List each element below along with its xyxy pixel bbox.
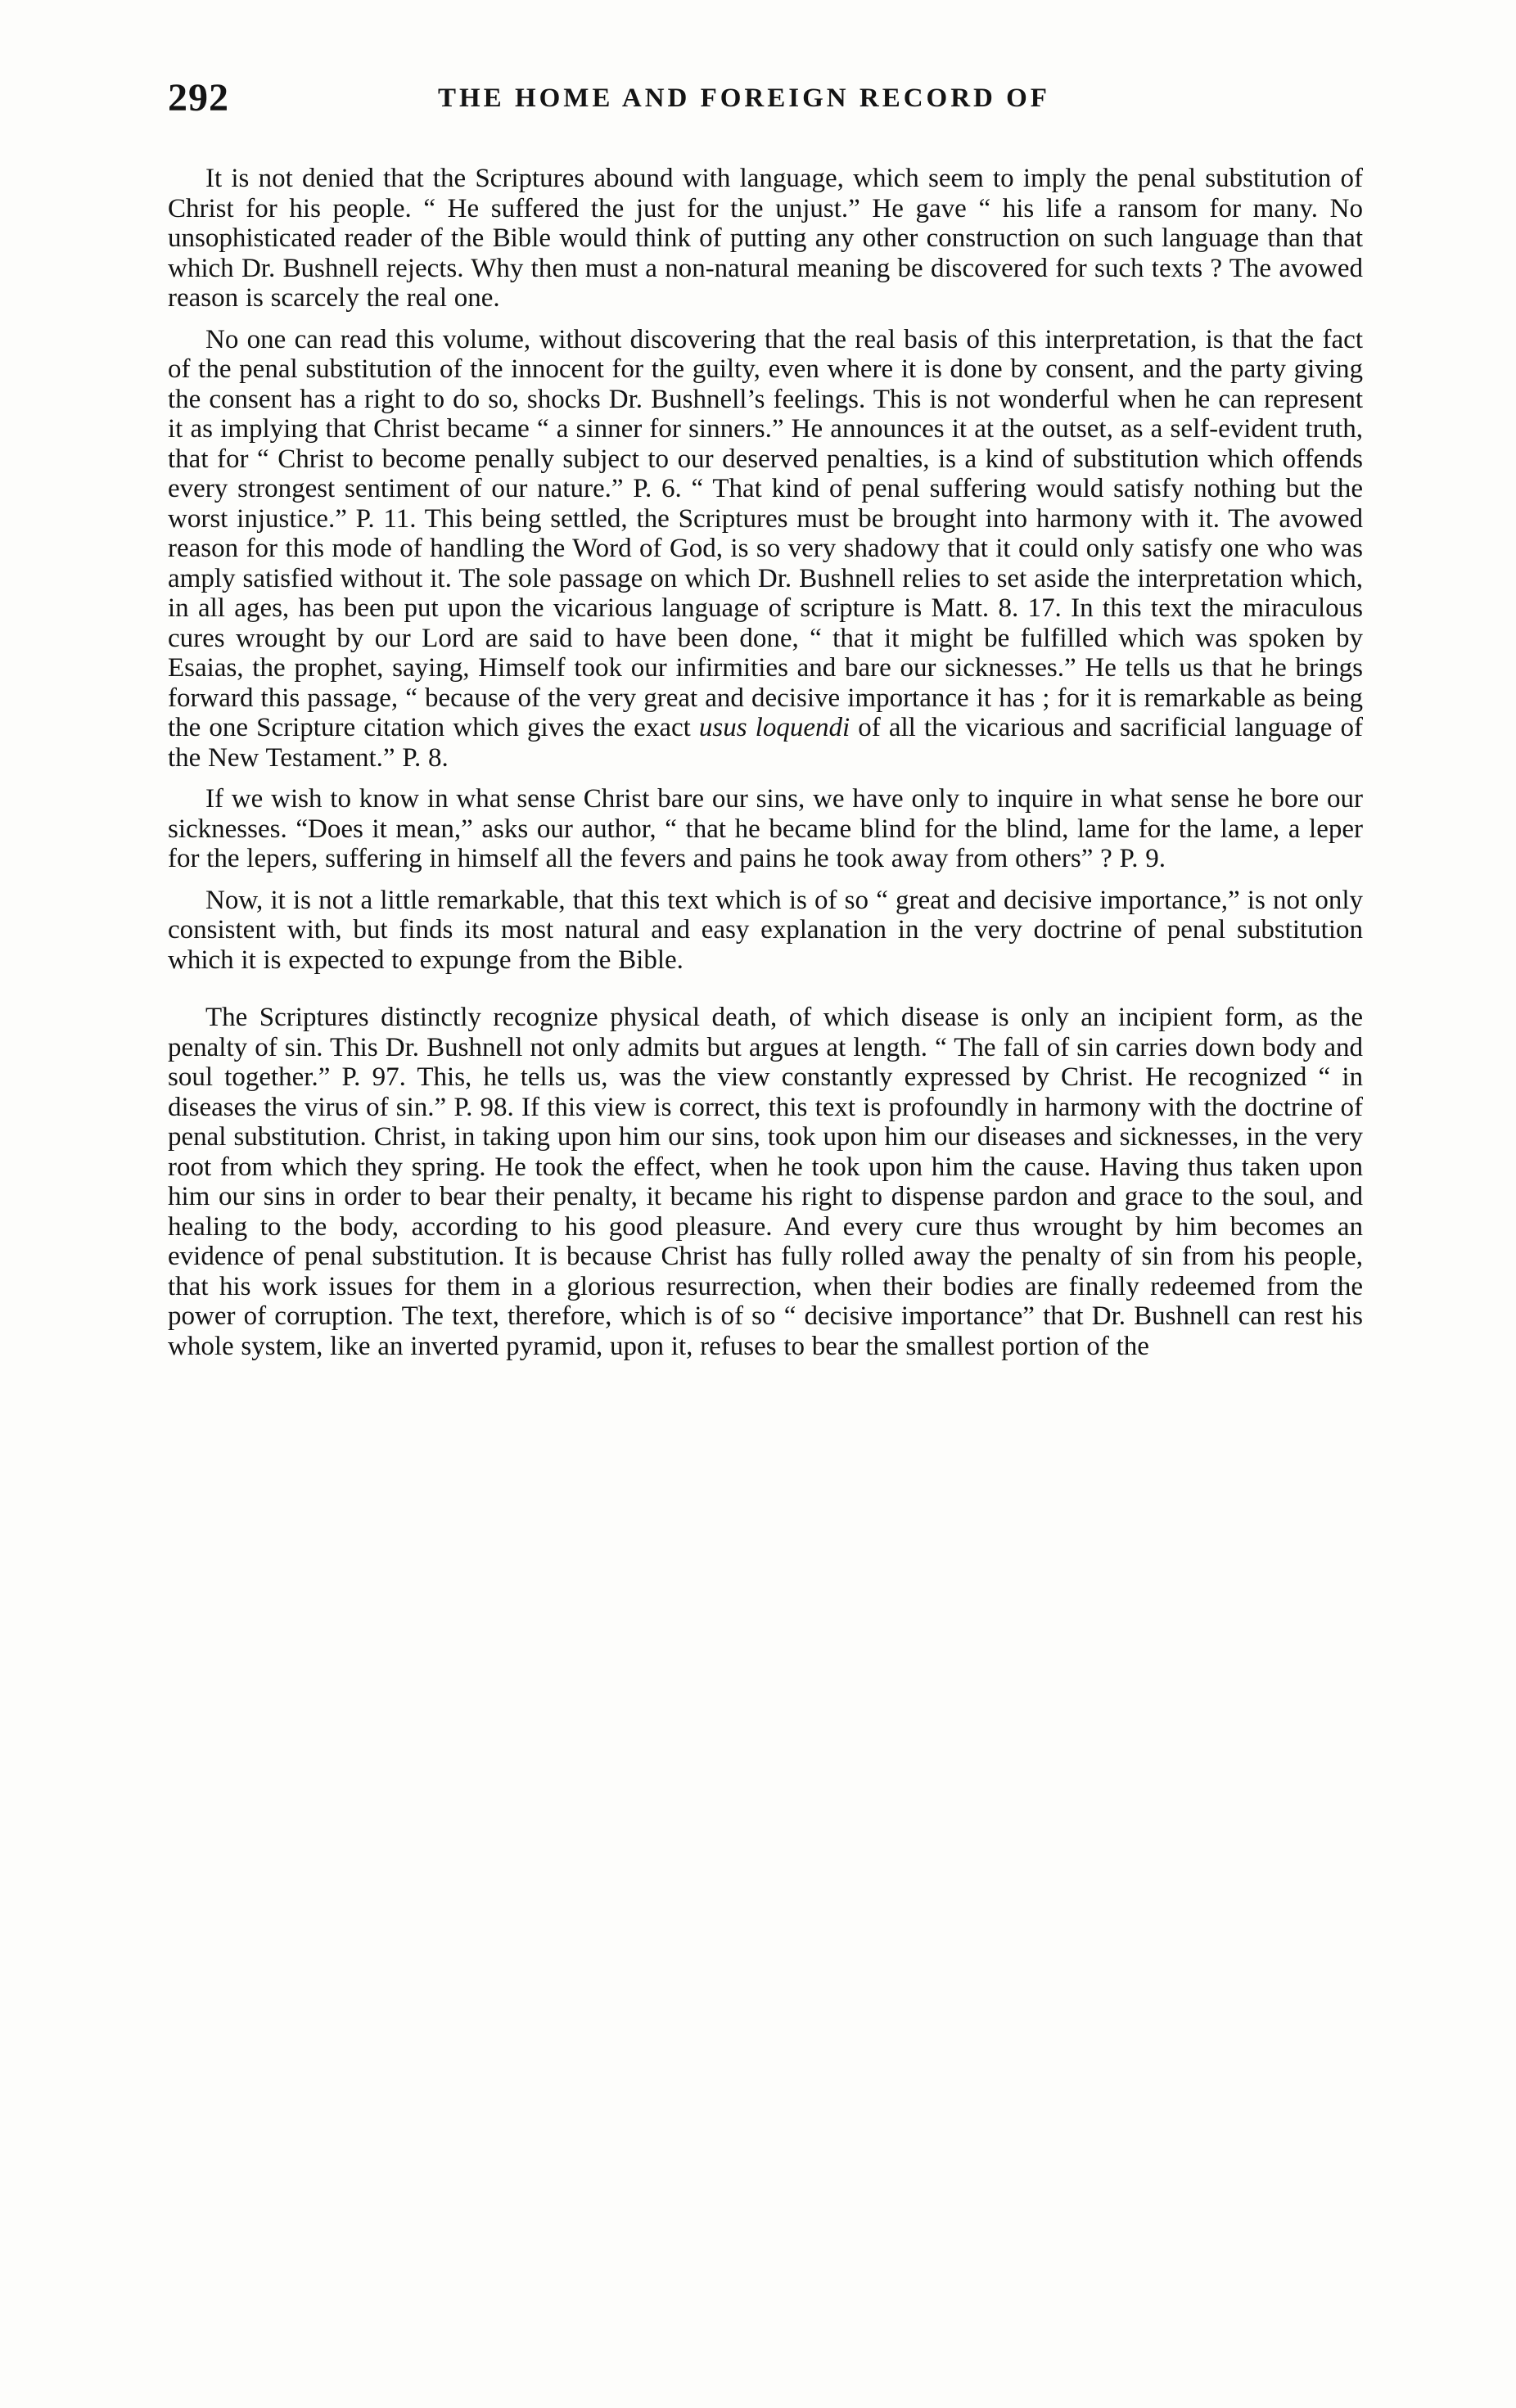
paragraph-3: If we wish to know in what sense Christ bare our sins, we have only to inquire in what sense he bore our sicknesses. “Does it mean,” asks our author, “ that he became blind for the blind, lame for the lame, a leper for the lepers, suffering in himself all the fevers and pains he took away from others” ? P. 9.: [168, 784, 1363, 873]
paragraph-2-text-a: No one can read this volume, without discovering that the real basis of this interpretation, is that the fact of the penal substitution of the innocent for the guilty, even where it is done by consent, and the party giving the consent has a right to do so, shocks Dr. Bushnell’s feelings. This is not wonderful when he can represent it as implying that Christ became “ a sinner for sinners.” He announces it at the outset, as a self-evident truth, that for “ Christ to become penally subject to our deserved penalties, is a kind of substitution which offends every strongest sentiment of our nature.” P. 6. “ That kind of penal suffering would satisfy nothing but the worst injustice.” P. 11. This being settled, the Scriptures must be brought into harmony with it. The avowed reason for this mode of handling the Word of God, is so very shadowy that it could only satisfy one who was amply satisfied without it. The sole passage on which Dr. Bushnell relies to set aside the interpretation which, in all ages, has been put upon the vicarious language of scripture is Matt. 8. 17. In this text the miraculous cures wrought by our Lord are said to have been done, “ that it might be fulfilled which was spoken by Esaias, the prophet, saying, Himself took our infirmities and bare our sicknesses.” He tells us that he brings forward this passage, “ because of the very great and decisive importance it has ; for it is remarkable as being the one Scripture citation which gives the exact: [168, 324, 1363, 742]
page-header: [168, 75, 1367, 133]
paragraph-4: Now, it is not a little remarkable, that this text which is of so “ great and decisive importance,” is not only consistent with, but finds its most natural and easy explanation in the very doctrine of penal substitution which it is expected to expunge from the Bible.: [168, 885, 1363, 975]
page-number: 292: [168, 76, 229, 119]
paragraph-2-italic: usus loquendi: [698, 713, 850, 742]
paragraph-5: The Scriptures distinctly recognize physical death, of which disease is only an incipient form, as the penalty of sin. This Dr. Bushnell not only admits but argues at length. “ The fall of sin carries down body and soul together.” P. 97. This, he tells us, was the view constantly expressed by Christ. He recognized “ in diseases the virus of sin.” P. 98. If this view is correct, this text is profoundly in harmony with the doctrine of penal substitution. Christ, in taking upon him our sins, took upon him our diseases and sicknesses, in the very root from which they spring. He took the effect, when he took upon him the cause. Having thus taken upon him our sins in order to bear their penalty, it became his right to dispense pardon and grace to the soul, and healing to the body, according to his good pleasure. And every cure thus wrought by him becomes an evidence of penal substitution. It is because Christ has fully rolled away the penalty of sin from his people, that his work issues for them in a glorious resurrection, when their bodies are finally redeemed from the power of corruption. The text, therefore, which is of so “ decisive importance” that Dr. Bushnell can rest his whole system, like an inverted pyramid, upon it, refuses to bear the smallest portion of the: [168, 1003, 1363, 1361]
paragraph-2-text-b: of all the vicarious and sacrificial language of the New Testament.” P. 8.: [168, 713, 1364, 773]
paragraph-1: It is not denied that the Scriptures abound with language, which seem to imply the penal substitution of Christ for his people. “ He suffered the just for the unjust.” He gave “ his life a ransom for many. No unsophisticated reader of the Bible would think of putting any other construction on such language than that which Dr. Bushnell rejects. Why then must a non-natural meaning be discovered for such texts ? The avowed reason is scarcely the real one.: [168, 164, 1363, 313]
body-text: [168, 164, 1363, 1361]
running-title: THE HOME AND FOREIGN RECORD OF: [438, 83, 1050, 113]
paragraph-2: [168, 325, 1363, 773]
